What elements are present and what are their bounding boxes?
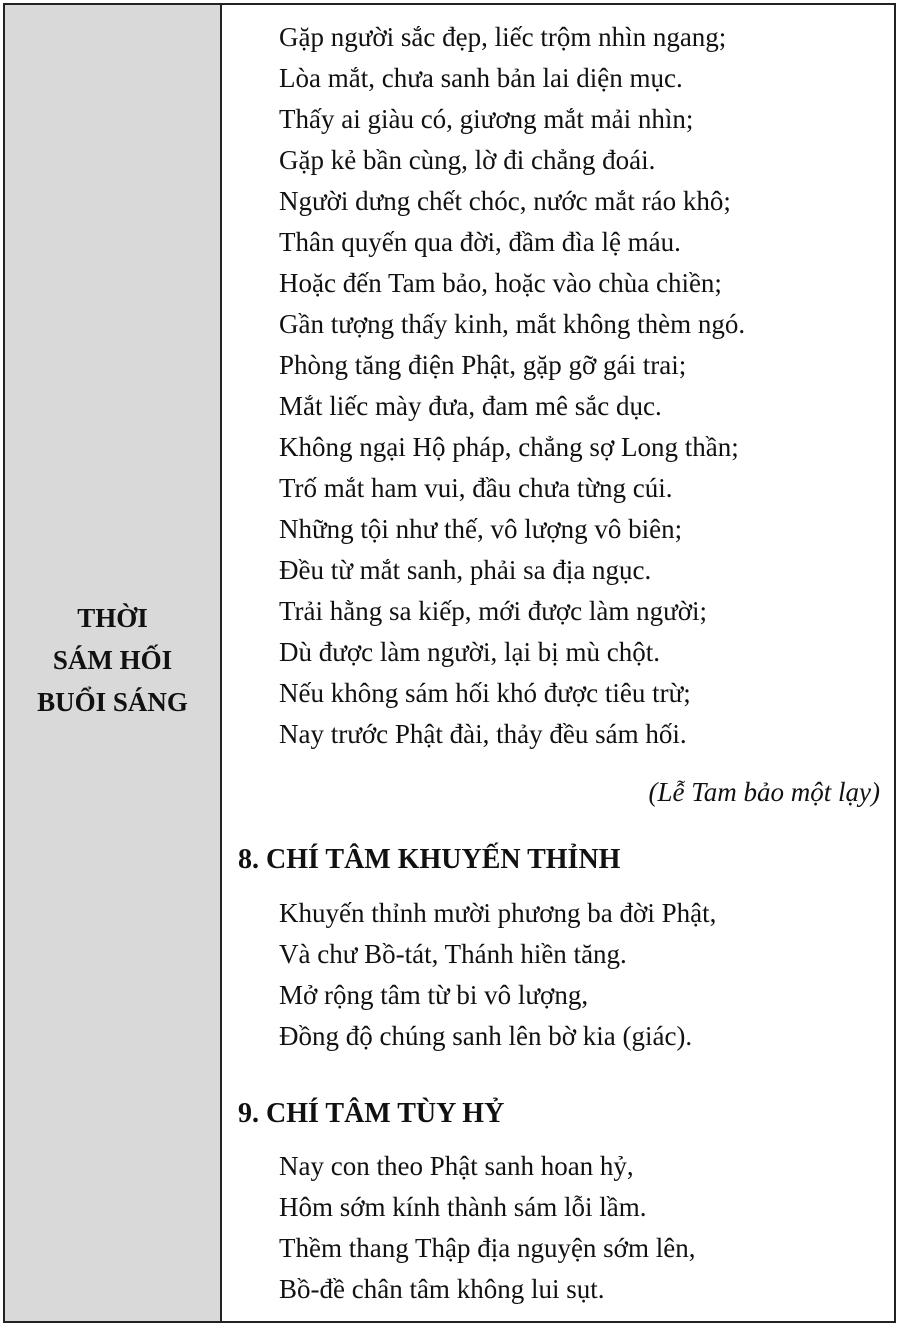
verse-line: Thấy ai giàu có, giương mắt mải nhìn;: [279, 104, 694, 134]
verse-line: Nay trước Phật đài, thảy đều sám hối.: [279, 719, 687, 749]
main-column: [222, 5, 894, 1321]
verse-line: Trải hằng sa kiếp, mới được làm người;: [279, 596, 708, 626]
verse-line: Gặp kẻ bần cùng, lờ đi chẳng đoái.: [279, 145, 656, 175]
verse-line: Đều từ mắt sanh, phải sa địa ngục.: [279, 555, 652, 585]
prostration-note: (Lễ Tam bảo một lạy): [648, 777, 880, 807]
verse-block: [279, 17, 745, 755]
verse-line: Thân quyến qua đời, đầm đìa lệ máu.: [279, 227, 681, 257]
section-verse-block: [279, 893, 716, 1057]
verse-line: Gần tượng thấy kinh, mắt không thèm ngó.: [279, 309, 746, 339]
verse-line: Người dưng chết chóc, nước mắt ráo khô;: [279, 186, 731, 216]
section-heading: 8. CHÍ TÂM KHUYẾN THỈNH: [238, 844, 621, 875]
verse-line: Hôm sớm kính thành sám lỗi lầm.: [279, 1192, 647, 1222]
verse-line: Khuyến thỉnh mười phương ba đời Phật,: [279, 898, 717, 928]
section-heading: 9. CHÍ TÂM TÙY HỶ: [238, 1098, 505, 1129]
verse-line: Mở rộng tâm từ bi vô lượng,: [279, 980, 589, 1010]
verse-line: Phòng tăng điện Phật, gặp gỡ gái trai;: [279, 350, 687, 380]
verse-line: Mắt liếc mày đưa, đam mê sắc dục.: [279, 391, 662, 421]
verse-line: Hoặc đến Tam bảo, hoặc vào chùa chiền;: [279, 268, 722, 298]
verse-line: Dù được làm người, lại bị mù chột.: [279, 637, 661, 667]
verse-line: Bồ-đề chân tâm không lui sụt.: [279, 1274, 605, 1304]
verse-line: Trố mắt ham vui, đầu chưa từng cúi.: [279, 473, 673, 503]
verse-line: Nay con theo Phật sanh hoan hỷ,: [279, 1151, 634, 1181]
verse-line: Thềm thang Thập địa nguyện sớm lên,: [279, 1233, 696, 1263]
verse-line: Không ngại Hộ pháp, chẳng sợ Long thần;: [279, 432, 739, 462]
verse-line: Và chư Bồ-tát, Thánh hiền tăng.: [279, 939, 627, 969]
side-title: THỜI SÁM HỐI BUỔI SÁNG: [37, 603, 188, 717]
verse-line: Gặp người sắc đẹp, liếc trộm nhìn ngang;: [279, 22, 727, 52]
verse-line: Những tội như thế, vô lượng vô biên;: [279, 514, 683, 544]
verse-line: Nếu không sám hối khó được tiêu trừ;: [279, 678, 691, 708]
section-verse-block: [279, 1146, 695, 1310]
verse-line: Lòa mắt, chưa sanh bản lai diện mục.: [279, 63, 683, 93]
side-column: [5, 5, 222, 1321]
page-frame: [3, 3, 896, 1323]
verse-line: Đồng độ chúng sanh lên bờ kia (giác).: [279, 1021, 693, 1051]
